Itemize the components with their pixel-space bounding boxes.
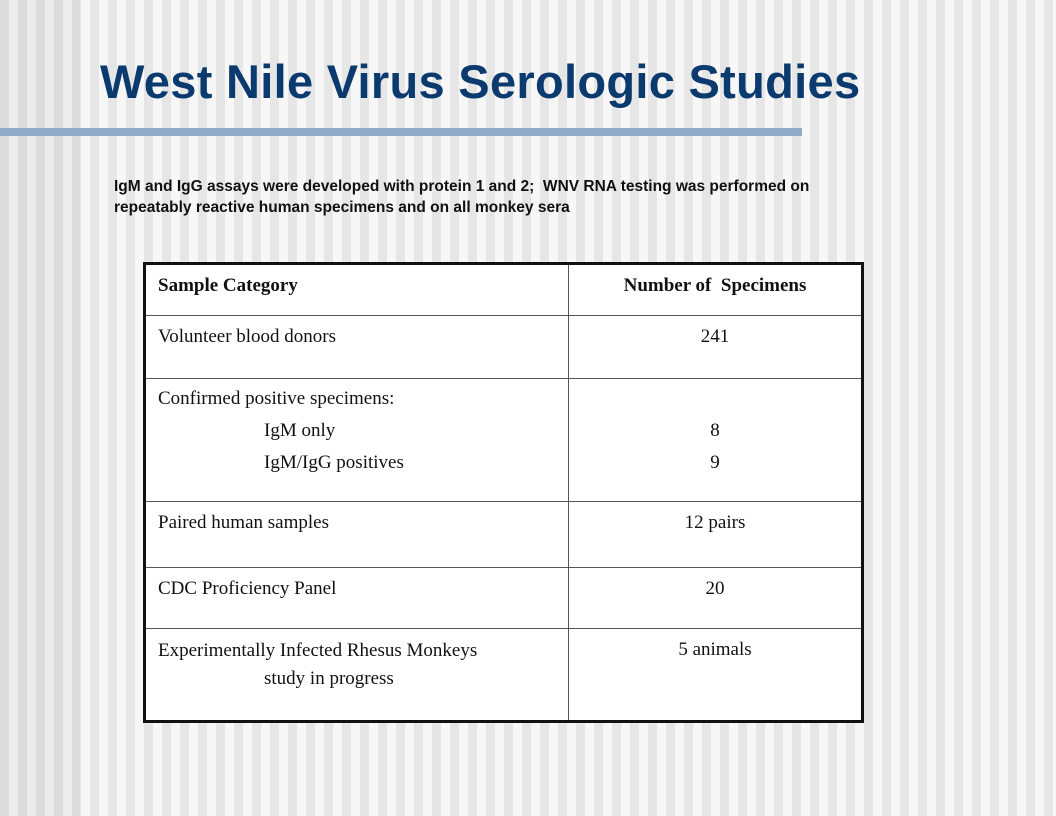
row-category	[145, 629, 569, 722]
row-subcategory-igm-igg: IgM/IgG positives	[264, 452, 404, 473]
row-category-note: study in progress	[264, 668, 394, 689]
row-category	[145, 379, 569, 502]
row-category: Volunteer blood donors	[145, 316, 569, 379]
row-category: CDC Proficiency Panel	[145, 568, 569, 629]
table-row	[145, 502, 863, 568]
table-row	[145, 379, 863, 502]
header-number-text: Number of Specimens	[623, 275, 807, 296]
row-count: 12 pairs	[569, 502, 863, 568]
row-category-label: Confirmed positive specimens:	[158, 388, 395, 409]
intro-line-1: IgM and IgG assays were developed with protein 1 and 2; WNV RNA testing was performed on	[114, 178, 810, 195]
intro-line-2: repeatably reactive human specimens and on all monkey sera	[114, 199, 570, 216]
table-header-row	[145, 264, 863, 316]
intro-text	[114, 176, 974, 218]
header-number-of-specimens	[569, 264, 863, 316]
row-count	[569, 379, 863, 502]
table-row	[145, 629, 863, 722]
row-subcategory-igm: IgM only	[264, 420, 336, 441]
header-sample-category: Sample Category	[145, 264, 569, 316]
specimen-table	[143, 262, 864, 723]
table-row	[145, 568, 863, 629]
row-category: Paired human samples	[145, 502, 569, 568]
row-count-igm: 8	[710, 420, 720, 441]
row-count: 241	[569, 316, 863, 379]
row-count-igm-igg: 9	[710, 452, 720, 473]
row-count: 20	[569, 568, 863, 629]
left-decorative-band	[0, 0, 80, 816]
title-underline	[0, 128, 802, 136]
table-row	[145, 316, 863, 379]
row-count-spacer	[581, 383, 849, 415]
slide-title: West Nile Virus Serologic Studies	[100, 55, 861, 108]
row-category-label: Experimentally Infected Rhesus Monkeys	[158, 640, 478, 661]
row-count: 5 animals	[569, 629, 863, 722]
